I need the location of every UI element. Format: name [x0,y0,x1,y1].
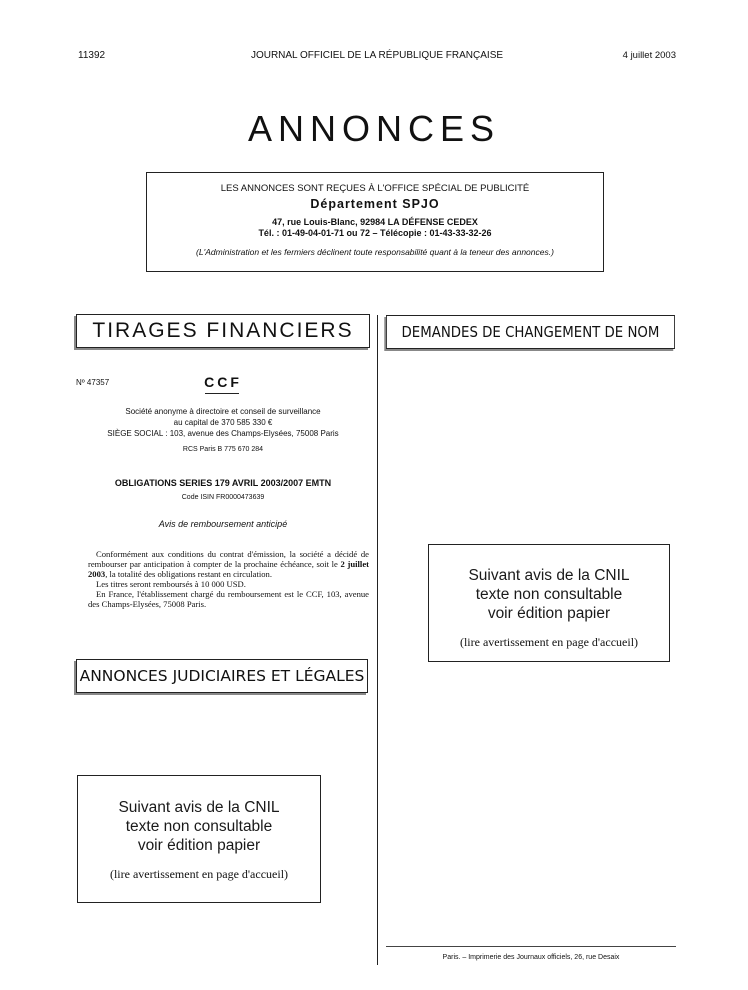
company-desc: Société anonyme à directoire et conseil de surveillance [125,407,321,416]
cnil-note: (lire avertissement en page d'accueil) [109,867,289,881]
paragraph: Les titres seront remboursés à 10 000 USD. [96,579,246,589]
printer-footer: Paris. – Imprimerie des Journaux officiels, 26, rue Desaix [442,954,620,961]
cnil-line: texte non consultable [475,586,623,603]
company-rcs: RCS Paris B 775 670 284 [182,446,264,453]
notice-title: Avis de remboursement anticipé [158,519,288,529]
page-title: ANNONCES [247,108,501,149]
paragraph: Conformément aux conditions du contrat d'émission, la société a décidé de rembourser par anticipation à compter de la prochaine échéance, soit le 2 juillet 2003, la totalité des obligations restant en circulation. [88,549,370,579]
journal-title: JOURNAL OFFICIEL DE LA RÉPUBLIQUE FRANÇAISE [250,50,504,61]
company-underline [205,393,239,394]
paragraph: En France, l'établissement chargé du remboursement est le CCF, 103, avenue des Champs-Elysées, 75008 Paris. [88,589,369,609]
footer-rule [386,946,676,947]
company-capital: au capital de 370 585 330 € [173,418,273,427]
department-address: 47, rue Louis-Blanc, 92984 LA DÉFENSE CEDEX [272,217,478,227]
disclaimer: (L'Administration et les fermiers déclinent toute responsabilité quant à la teneur des annonces.) [196,247,554,257]
department-phone: Tél. : 01-49-04-01-71 ou 72 – Télécopie : 01-43-33-32-26 [258,228,492,238]
cnil-line: voir édition papier [137,837,261,854]
cnil-line: Suivant avis de la CNIL [118,799,280,816]
cnil-notice-left [77,775,321,903]
section-changement-de-nom: DEMANDES DE CHANGEMENT DE NOM [386,315,675,349]
info-line: LES ANNONCES SONT REÇUES À L'OFFICE SPÉCIAL DE PUBLICITÉ [220,183,530,194]
section-annonces-judiciaires: ANNONCES JUDICIAIRES ET LÉGALES [76,659,368,693]
company-siege: SIÈGE SOCIAL : 103, avenue des Champs-Elysées, 75008 Paris [107,429,339,438]
column-divider [377,315,378,965]
section-tirages-financiers: TIRAGES FINANCIERS [76,314,370,348]
cnil-line: Suivant avis de la CNIL [468,567,630,584]
announcement-body [88,549,369,609]
isin-code: Code ISIN FR0000473639 [181,494,265,501]
publicity-info-box [146,172,604,272]
announcement-number: Nº 47357 [76,378,110,387]
cnil-note: (lire avertissement en page d'accueil) [459,635,639,649]
company-name: CCF [204,374,242,390]
cnil-notice-right [428,544,670,662]
obligations-title: OBLIGATIONS SERIES 179 AVRIL 2003/2007 EMTN [114,478,332,488]
cnil-line: voir édition papier [487,605,611,622]
company-details [76,406,370,455]
cnil-line: texte non consultable [125,818,273,835]
issue-date: 4 juillet 2003 [622,50,676,61]
page-number: 11392 [78,50,106,61]
department-name: Département SPJO [310,197,440,211]
page-header [78,50,676,66]
